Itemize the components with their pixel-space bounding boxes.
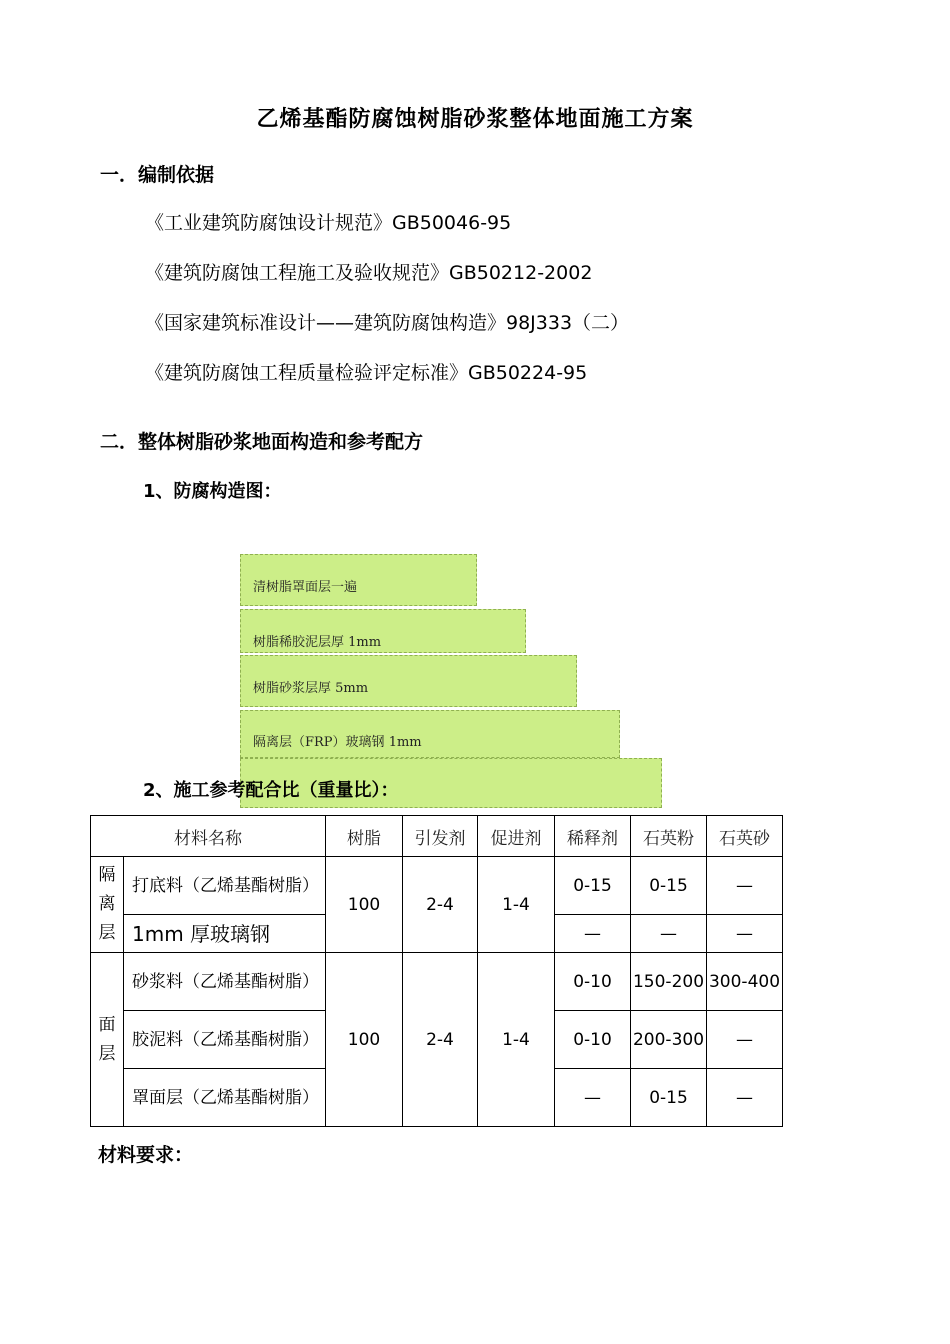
quartz-sand-value: — <box>707 915 783 953</box>
layer-resin-mortar <box>240 655 577 707</box>
table-row <box>91 953 783 1011</box>
material-name: 胶泥料（乙烯基酯树脂） <box>124 1011 326 1069</box>
group-label-isolation <box>91 857 124 953</box>
material-name: 1mm 厚玻璃钢 <box>124 915 326 953</box>
layer-resin-putty <box>240 609 526 653</box>
reference-item: 《工业建筑防腐蚀设计规范》GB50046-95 <box>145 212 512 234</box>
material-name: 砂浆料（乙烯基酯树脂） <box>124 953 326 1011</box>
initiator-value: 2-4 <box>403 953 478 1127</box>
quartz-sand-value: — <box>707 1011 783 1069</box>
header-quartz-sand: 石英砂 <box>707 816 783 857</box>
group-label-surface <box>91 953 124 1127</box>
resin-value: 100 <box>326 953 403 1127</box>
layer-label: 清树脂罩面层一遍 <box>253 580 358 595</box>
reference-item: 《建筑防腐蚀工程质量检验评定标准》GB50224-95 <box>145 362 588 384</box>
layer-label: 隔离层（FRP）玻璃钢 1mm <box>253 735 422 750</box>
header-initiator: 引发剂 <box>403 816 478 857</box>
diluent-value: 0-15 <box>555 857 631 915</box>
material-name: 罩面层（乙烯基酯树脂） <box>124 1069 326 1127</box>
layer-isolation-frp <box>240 710 620 758</box>
diluent-value: 0-10 <box>555 1011 631 1069</box>
accelerator-value: 1-4 <box>478 953 555 1127</box>
header-accelerator: 促进剂 <box>478 816 555 857</box>
layer-label: 树脂砂浆层厚 5mm <box>253 681 369 696</box>
quartz-powder-value: 0-15 <box>631 857 707 915</box>
header-quartz-powder: 石英粉 <box>631 816 707 857</box>
quartz-sand-value: 300-400 <box>707 953 783 1011</box>
quartz-powder-value: 200-300 <box>631 1011 707 1069</box>
initiator-value: 2-4 <box>403 857 478 953</box>
group-label-text: 面层 <box>98 1014 116 1064</box>
quartz-powder-value: 150-200 <box>631 953 707 1011</box>
quartz-powder-value: 0-15 <box>631 1069 707 1127</box>
quartz-sand-value: — <box>707 857 783 915</box>
header-material-name: 材料名称 <box>91 816 326 857</box>
material-requirements-heading: 材料要求： <box>98 1144 194 1166</box>
header-diluent: 稀释剂 <box>555 816 631 857</box>
layer-topcoat <box>240 554 477 606</box>
diluent-value: — <box>555 915 631 953</box>
resin-value: 100 <box>326 857 403 953</box>
quartz-sand-value: — <box>707 1069 783 1127</box>
subheading-structure-diagram: 1、防腐构造图： <box>143 481 282 502</box>
document-title: 乙烯基酯防腐蚀树脂砂浆整体地面施工方案 <box>256 107 694 132</box>
subheading-mix-ratio: 2、施工参考配合比（重量比）： <box>143 780 399 801</box>
group-label-text: 隔离层 <box>98 865 116 943</box>
reference-item: 《建筑防腐蚀工程施工及验收规范》GB50212-2002 <box>145 262 593 284</box>
section-heading-basis: 一．编制依据 <box>100 164 215 186</box>
diluent-value: — <box>555 1069 631 1127</box>
material-name: 打底料（乙烯基酯树脂） <box>124 857 326 915</box>
table-row <box>91 857 783 915</box>
quartz-powder-value: — <box>631 915 707 953</box>
header-resin: 树脂 <box>326 816 403 857</box>
accelerator-value: 1-4 <box>478 857 555 953</box>
section-heading-construction: 二．整体树脂砂浆地面构造和参考配方 <box>100 431 424 453</box>
mix-ratio-table <box>90 815 783 1127</box>
table-header-row <box>91 816 783 857</box>
layer-label: 树脂稀胶泥层厚 1mm <box>253 635 382 650</box>
reference-item: 《国家建筑标准设计——建筑防腐蚀构造》98J333（二） <box>145 312 630 334</box>
diluent-value: 0-10 <box>555 953 631 1011</box>
